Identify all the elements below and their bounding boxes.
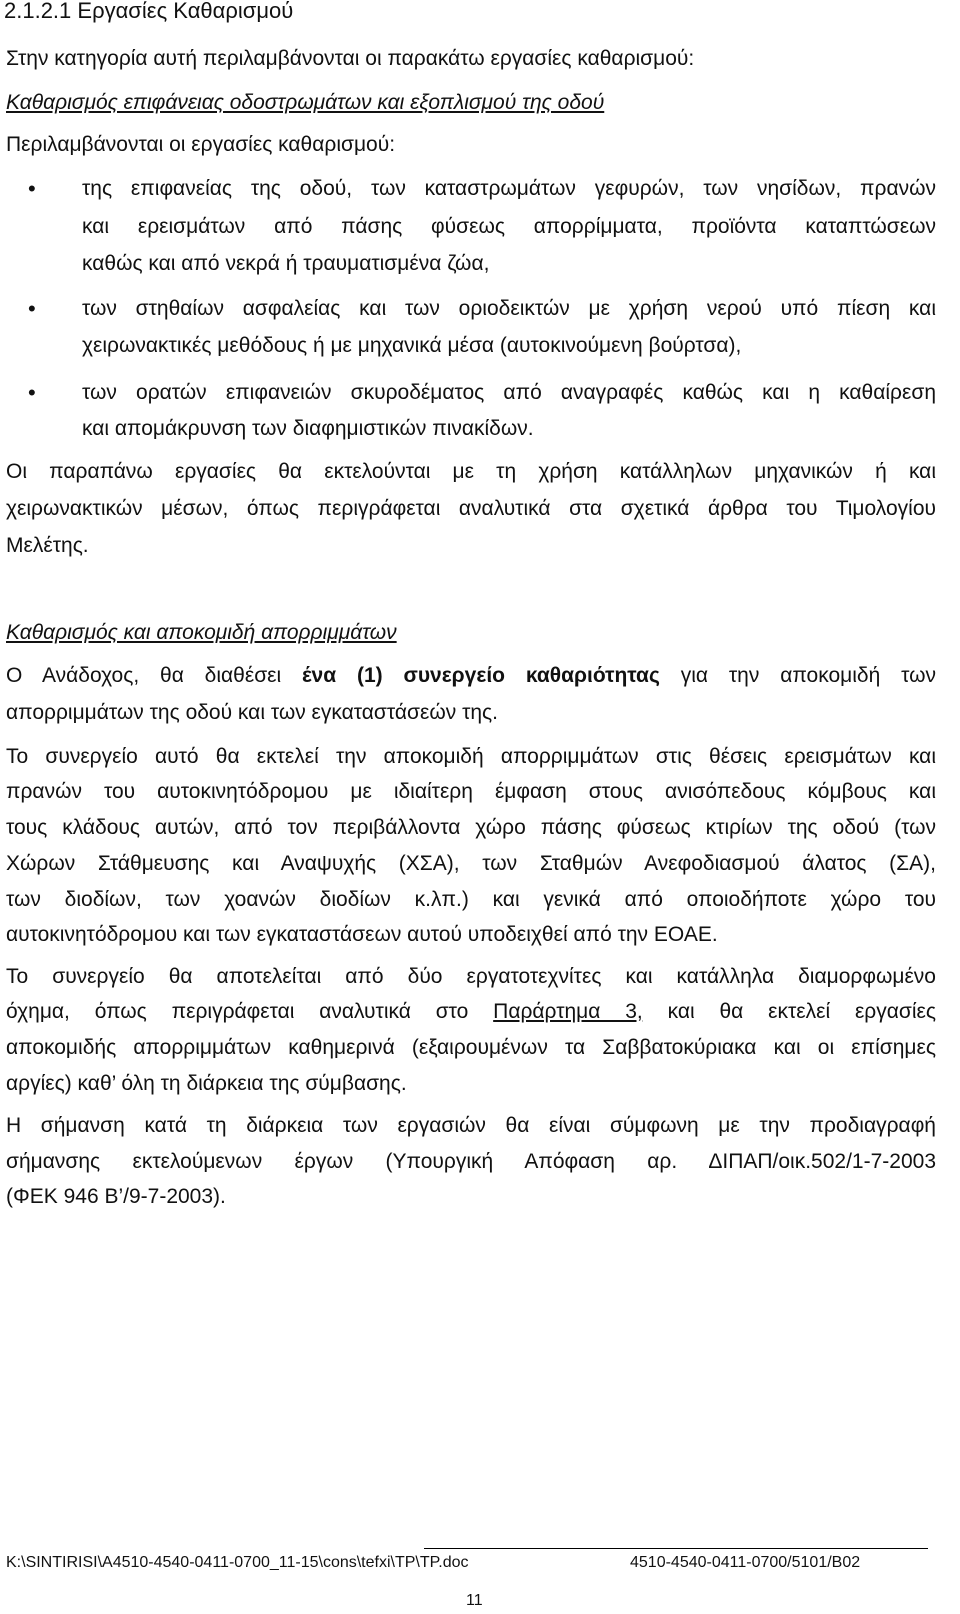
para3-line-5: των διοδίων, των χοανών διοδίων κ.λπ.) και γενικά από οποιοδήποτε χώρο του [6,888,936,911]
para4-line-3: αποκομιδής απορριμμάτων καθημερινά (εξαιρουμένων τα Σαββατοκύριακα και οι επίσημες [6,1036,936,1059]
para3-line-4: Χώρων Στάθμευσης και Αναψυχής (ΧΣΑ), των Σταθμών Ανεφοδιασμού άλατος (ΣΑ), [6,852,936,875]
bullet-icon: • [28,296,36,321]
bullet-2-line-1: των στηθαίων ασφαλείας και των οριοδεικτών με χρήση νερού υπό πίεση και [82,297,936,320]
footer-rule [424,1548,928,1549]
para3-line-6: αυτοκινητόδρομου και των εγκαταστάσεων αυτού υποδειχθεί από την ΕΟΑΕ. [6,923,718,946]
bullet-1-line-2: και ερεισμάτων από πάσης φύσεως απορρίμματα, προϊόντα καταπτώσεων [82,215,936,238]
para2-line-2: απορριμμάτων της οδού και των εγκαταστάσεών της. [6,701,499,724]
para4-line-2: όχημα, όπως περιγράφεται αναλυτικά στο Παράρτημα 3, και θα εκτελεί εργασίες [6,1000,936,1023]
para1-line-1: Οι παραπάνω εργασίες θα εκτελούνται με τη χρήση κατάλληλων μηχανικών ή και [6,460,936,483]
bullet-icon: • [28,176,36,201]
para4-line-4: αργίες) καθ’ όλη τη διάρκεια της σύμβασης. [6,1072,407,1095]
para5-line-2: σήμανσης εκτελούμενων έργων (Υπουργική Απόφαση αρ. ΔΙΠΑΠ/οικ.502/1-7-2003 [6,1150,936,1173]
bullet-1-line-1: της επιφανείας της οδού, των καταστρωμάτων γεφυρών, των νησίδων, πρανών [82,177,936,200]
subsection-title-cleaning-surface: Καθαρισμός επιφάνειας οδοστρωμάτων και εξοπλισμού της οδού [6,91,605,114]
para1-line-2: χειρωνακτικών μέσων, όπως περιγράφεται αναλυτικά στα σχετικά άρθρα του Τιμολογίου [6,497,936,520]
para3-line-3: τους κλάδους αυτών, από τον περιβάλλοντα χώρο πάσης φύσεως κτιρίων της οδού (των [6,816,936,839]
subsection-title-waste-collection: Καθαρισμός και αποκομιδή απορριμμάτων [6,621,397,644]
footer-doc-code: 4510-4540-0411-0700/5101/B02 [630,1554,861,1571]
bullet-2-line-2: χειρωνακτικές μεθόδους ή με μηχανικά μέσα (αυτοκινούμενη βούρτσα), [82,334,742,357]
para5-line-3: (ΦΕΚ 946 Β’/9-7-2003). [6,1185,226,1208]
appendix-3-link[interactable]: Παράρτημα 3, [493,1000,643,1023]
intro-text: Στην κατηγορία αυτή περιλαμβάνονται οι παρακάτω εργασίες καθαρισμού: [6,47,695,70]
para5-line-1: Η σήμανση κατά τη διάρκεια των εργασιών θα είναι σύμφωνη με την προδιαγραφή [6,1114,936,1137]
para4-line-1: Το συνεργείο θα αποτελείται από δύο εργατοτεχνίτες και κατάλληλα διαμορφωμένο [6,965,936,988]
page-number: 11 [466,1592,483,1609]
bullet-1-line-3: καθώς και από νεκρά ή τραυματισμένα ζώα, [82,252,490,275]
footer-file-path: K:\SINTIRISI\A4510-4540-0411-0700_11-15\cons\tefxi\TP\TP.doc [6,1554,469,1571]
bullet-3-line-1: των ορατών επιφανειών σκυροδέματος από αναγραφές καθώς και η καθαίρεση [82,381,936,404]
subsection-lead: Περιλαμβάνονται οι εργασίες καθαρισμού: [6,133,396,156]
section-heading: 2.1.2.1 Εργασίες Καθαρισμού [4,0,294,23]
bullet-3-line-2: και απομάκρυνση των διαφημιστικών πινακίδων. [82,417,534,440]
bullet-icon: • [28,380,36,405]
para1-line-3: Μελέτης. [6,534,89,557]
para3-line-1: Το συνεργείο αυτό θα εκτελεί την αποκομιδή απορριμμάτων στις θέσεις ερεισμάτων και [6,745,936,768]
para3-line-2: πρανών του αυτοκινητόδρομου με ιδιαίτερη έμφαση στους ανισόπεδους κόμβους και [6,780,936,803]
para2-line-1: Ο Ανάδοχος, θα διαθέσει ένα (1) συνεργείο καθαριότητας για την αποκομιδή των [6,664,936,687]
